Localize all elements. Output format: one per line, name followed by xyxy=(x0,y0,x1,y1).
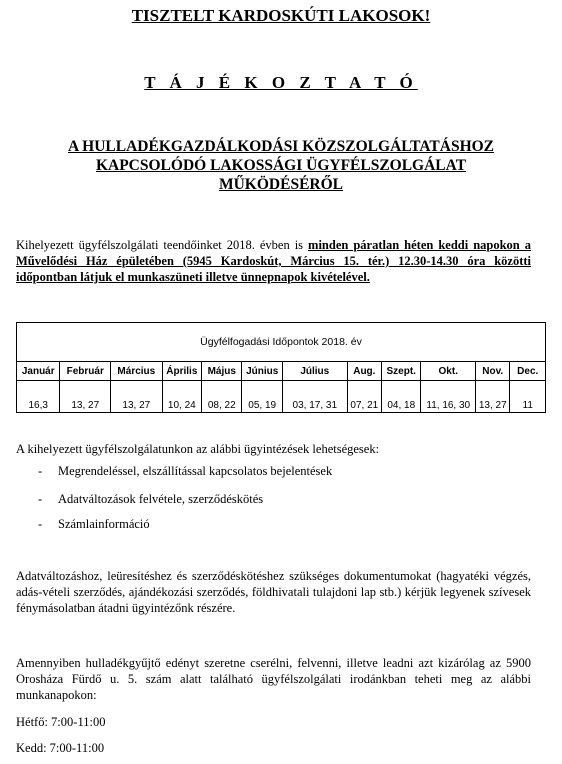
day-cell: 11, 16, 30 xyxy=(421,381,476,413)
day-cell: 07, 21 xyxy=(347,381,381,413)
list-dash: - xyxy=(38,464,43,478)
list-item-text: Adatváltozások felvétele, szerződéskötés xyxy=(58,492,264,506)
notice-topic xyxy=(0,137,562,194)
list-item-text: Megrendeléssel, elszállítással kapcsolatos bejelentések xyxy=(58,464,333,478)
schedule-table xyxy=(16,322,546,413)
notice-title: TISZTELT KARDOSKÚTI LAKOSOK! xyxy=(131,6,431,25)
month-header: Szept. xyxy=(382,362,421,381)
month-header: Június xyxy=(242,362,282,381)
day-cell: 05, 19 xyxy=(242,381,282,413)
day-cell: 11 xyxy=(510,381,546,413)
intro-emphasis: minden páratlan héten keddi napokon a Művelődési Ház épületében (5945 Kardoskút, Március 15. tér.) 12.30-14.30 óra közötti időpontban látjuk el munkaszüneti illetve ünnepnapok kivételével. xyxy=(16,238,531,284)
day-cell: 13, 27 xyxy=(476,381,510,413)
hours-monday: Hétfő: 7:00-11:00 xyxy=(16,715,106,729)
day-cell: 16,3 xyxy=(17,381,60,413)
schedule-caption: Ügyfélfogadási Időpontok 2018. év xyxy=(17,323,546,362)
list-item-text: Számlainformáció xyxy=(58,517,150,531)
month-header: Július xyxy=(282,362,347,381)
month-header: Február xyxy=(60,362,111,381)
intro-text: Kihelyezett ügyfélszolgálati teendőinket 2018. évben is xyxy=(16,238,309,252)
documents-paragraph: Adatváltozáshoz, leüresítéshez és szerződéskötéshez szükséges dokumentumokat (hagyatéki végzés, adás-vételi szerződés, ajándékozási szerződés, földhivatali tulajdoni lap stb.) kérjük legyenek szívesek fénymásolatban átadni ügyintézőnk részére. xyxy=(16,569,531,615)
month-header: Nov. xyxy=(476,362,510,381)
bins-paragraph: Amennyiben hulladékgyűjtő edényt szeretne cserélni, felvenni, illetve leadni azt kizárólag az 5900 Orosháza Fürdő u. 5. szám alatt található ügyfélszolgálati irodánkban teheti meg az alábbi munkanapokon: xyxy=(16,656,531,702)
list-dash: - xyxy=(38,517,43,531)
month-header: Dec. xyxy=(510,362,546,381)
hours-tuesday: Kedd: 7:00-11:00 xyxy=(16,741,105,755)
day-cell: 13, 27 xyxy=(111,381,163,413)
services-intro: A kihelyezett ügyfélszolgálatunkon az alábbi ügyintézések lehetségesek: xyxy=(16,442,380,456)
day-cell: 10, 24 xyxy=(162,381,201,413)
month-header: Május xyxy=(202,362,242,381)
day-cell: 13, 27 xyxy=(60,381,111,413)
intro-paragraph xyxy=(16,237,531,285)
month-header: Okt. xyxy=(421,362,476,381)
notice-subtitle: T Á J É K O Z T A T Ó xyxy=(144,73,418,92)
topic-line-3: MŰKÖDÉSÉRŐL xyxy=(218,176,343,193)
topic-line-1: A HULLADÉKGAZDÁLKODÁSI KÖZSZOLGÁLTATÁSHOZ xyxy=(67,138,495,155)
month-header: Aug. xyxy=(347,362,381,381)
day-cell: 08, 22 xyxy=(202,381,242,413)
list-dash: - xyxy=(38,492,43,506)
month-header: Január xyxy=(17,362,60,381)
month-header: Április xyxy=(162,362,201,381)
day-cell: 04, 18 xyxy=(382,381,421,413)
topic-line-2: KAPCSOLÓDÓ LAKOSSÁGI ÜGYFÉLSZOLGÁLAT xyxy=(95,157,467,174)
month-header: Március xyxy=(111,362,163,381)
day-cell: 03, 17, 31 xyxy=(282,381,347,413)
